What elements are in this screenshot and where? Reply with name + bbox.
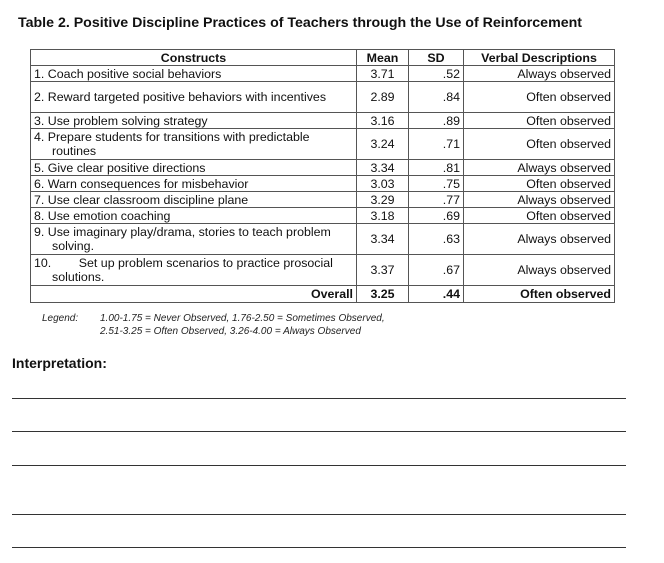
overall-label: Overall [31,286,357,303]
construct-text: 2. Reward targeted positive behaviors with incentives [34,90,327,104]
construct-cell: 5. Give clear positive directions [31,160,357,176]
mean-cell: 3.34 [357,160,409,176]
answer-line[interactable] [12,547,626,548]
description-cell: Always observed [464,192,615,208]
legend-line-1: 1.00-1.75 = Never Observed, 1.76-2.50 = Sometimes Observed, [100,313,385,324]
answer-line[interactable] [12,514,626,515]
legend-line-2: 2.51-3.25 = Often Observed, 3.26-4.00 = Always Observed [100,326,361,337]
construct-cell [31,224,357,255]
answer-line[interactable] [12,465,626,466]
sd-cell: .89 [409,113,464,129]
table-row [31,192,615,208]
construct-cell: 3. Use problem solving strategy [31,113,357,129]
description-cell: Always observed [464,160,615,176]
mean-cell: 3.71 [357,66,409,82]
construct-cell [31,82,357,113]
construct-cell: 1. Coach positive social behaviors [31,66,357,82]
mean-cell: 3.03 [357,176,409,192]
overall-description: Often observed [464,286,615,303]
header-mean: Mean [357,50,409,66]
sd-cell: .71 [409,129,464,160]
sd-cell: .63 [409,224,464,255]
description-cell: Always observed [464,255,615,286]
mean-cell: 3.34 [357,224,409,255]
legend-label: Legend: [42,313,79,324]
answer-line[interactable] [12,431,626,432]
table-row [31,129,615,160]
interpretation-label: Interpretation: [12,355,107,371]
discipline-practices-table [30,49,615,303]
sd-cell: .77 [409,192,464,208]
header-row [31,50,615,66]
sd-cell: .52 [409,66,464,82]
answer-line[interactable] [12,398,626,399]
sd-cell: .81 [409,160,464,176]
construct-cell [31,255,357,286]
sd-cell: .75 [409,176,464,192]
description-cell: Often observed [464,129,615,160]
table-row [31,208,615,224]
construct-text: 4. Prepare students for transitions with predictable routines [34,130,310,158]
mean-cell: 3.29 [357,192,409,208]
construct-text: 9. Use imaginary play/drama, stories to teach problem solving. [34,225,331,253]
mean-cell: 3.18 [357,208,409,224]
description-cell: Always observed [464,66,615,82]
description-cell: Often observed [464,208,615,224]
table-row [31,176,615,192]
sd-cell: .67 [409,255,464,286]
description-cell: Often observed [464,82,615,113]
description-cell: Often observed [464,176,615,192]
header-sd: SD [409,50,464,66]
mean-cell: 3.37 [357,255,409,286]
header-constructs: Constructs [31,50,357,66]
table-row [31,113,615,129]
mean-cell: 3.16 [357,113,409,129]
construct-cell: 7. Use clear classroom discipline plane [31,192,357,208]
construct-cell: 8. Use emotion coaching [31,208,357,224]
construct-text: 10. Set up problem scenarios to practice prosocial solutions. [34,256,337,284]
overall-mean: 3.25 [357,286,409,303]
description-cell: Often observed [464,113,615,129]
mean-cell: 3.24 [357,129,409,160]
overall-row [31,286,615,303]
table-row [31,255,615,286]
overall-sd: .44 [409,286,464,303]
table-row [31,82,615,113]
table-title: Table 2. Positive Discipline Practices of Teachers through the Use of Reinforcement [18,15,582,31]
table-row [31,66,615,82]
construct-cell [31,129,357,160]
header-verbal-descriptions: Verbal Descriptions [464,50,615,66]
mean-cell: 2.89 [357,82,409,113]
description-cell: Always observed [464,224,615,255]
sd-cell: .84 [409,82,464,113]
legend-text [100,312,440,338]
construct-cell: 6. Warn consequences for misbehavior [31,176,357,192]
table-row [31,224,615,255]
table-row [31,160,615,176]
sd-cell: .69 [409,208,464,224]
